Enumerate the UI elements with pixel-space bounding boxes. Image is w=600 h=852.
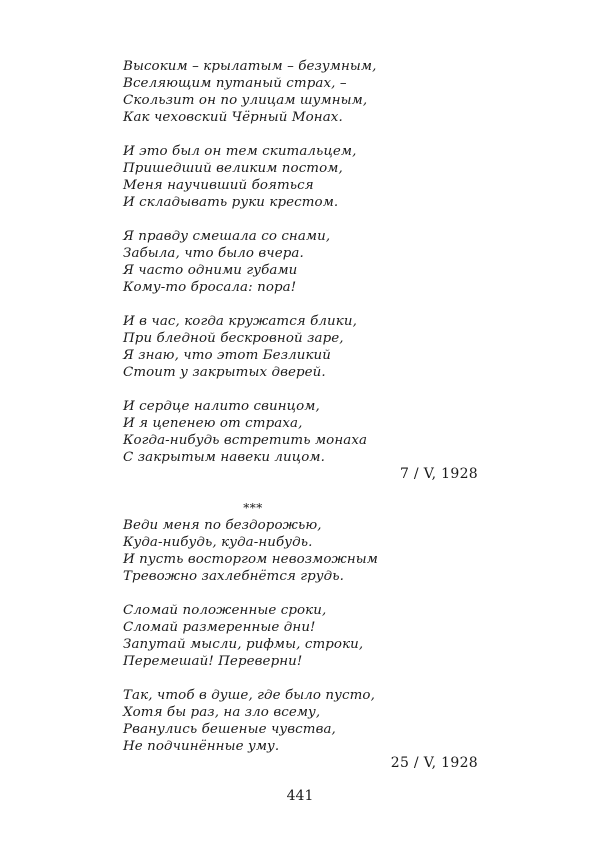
poem1-date: 7 / V, 1928	[399, 466, 478, 482]
verse-line: Как чеховский Чёрный Монах.	[123, 110, 343, 125]
verse-line: Так, чтоб в душе, где было пусто,	[123, 688, 375, 703]
verse-line: При бледной бескровной заре,	[123, 331, 344, 346]
page-number: 441	[286, 788, 314, 804]
verse-line: Я правду смешала со снами,	[123, 229, 331, 244]
verse-line: Сломай размеренные дни!	[123, 620, 316, 635]
poem-separator: ***	[243, 501, 263, 515]
poem2-stanza-3	[123, 687, 375, 755]
verse-line: И я цепенею от страха,	[123, 416, 303, 431]
verse-line: Куда-нибудь, куда-нибудь.	[123, 535, 313, 550]
verse-line: Я знаю, что этот Безликий	[123, 348, 332, 363]
verse-line: И в час, когда кружатся блики,	[123, 314, 357, 329]
poem2-stanza-2	[123, 602, 363, 670]
verse-line: Когда-нибудь встретить монаха	[123, 433, 368, 448]
verse-line: Скользит он по улицам шумным,	[123, 93, 368, 108]
verse-line: Вселяющим путаный страх, –	[123, 76, 347, 91]
verse-line: Веди меня по бездорожью,	[123, 518, 322, 533]
verse-line: Сломай положенные сроки,	[123, 603, 327, 618]
verse-line: И пусть восторгом невозможным	[123, 552, 378, 567]
poem2-date: 25 / V, 1928	[390, 755, 478, 771]
verse-line: И сердце налито свинцом,	[123, 399, 320, 414]
verse-line: И складывать руки крестом.	[123, 195, 339, 210]
verse-line: Не подчинённые уму.	[123, 739, 280, 754]
verse-line: Перемешай! Переверни!	[123, 654, 303, 669]
verse-line: Стоит у закрытых дверей.	[123, 365, 326, 380]
verse-line: Забыла, что было вчера.	[123, 246, 304, 261]
verse-line: Рванулись бешеные чувства,	[123, 722, 336, 737]
verse-line: Меня научивший бояться	[123, 178, 314, 193]
verse-line: Хотя бы раз, на зло всему,	[123, 705, 321, 720]
verse-line: Кому-то бросала: пора!	[123, 280, 297, 295]
poem1-stanza-3	[123, 228, 330, 296]
verse-line: Я часто одними губами	[123, 263, 298, 278]
poem2-stanza-1	[123, 517, 378, 585]
poem1-stanza-1	[123, 58, 377, 126]
verse-line: Запутай мысли, рифмы, строки,	[123, 637, 364, 652]
verse-line: Высоким – крылатым – безумным,	[123, 59, 377, 74]
poem1-stanza-2	[123, 143, 356, 211]
verse-line: И это был он тем скитальцем,	[123, 144, 357, 159]
poem1-stanza-5	[123, 398, 367, 466]
poem1-stanza-4	[123, 313, 357, 381]
verse-line: Тревожно захлебнётся грудь.	[123, 569, 345, 584]
verse-line: С закрытым навеки лицом.	[123, 450, 325, 465]
verse-line: Пришедший великим постом,	[123, 161, 343, 176]
